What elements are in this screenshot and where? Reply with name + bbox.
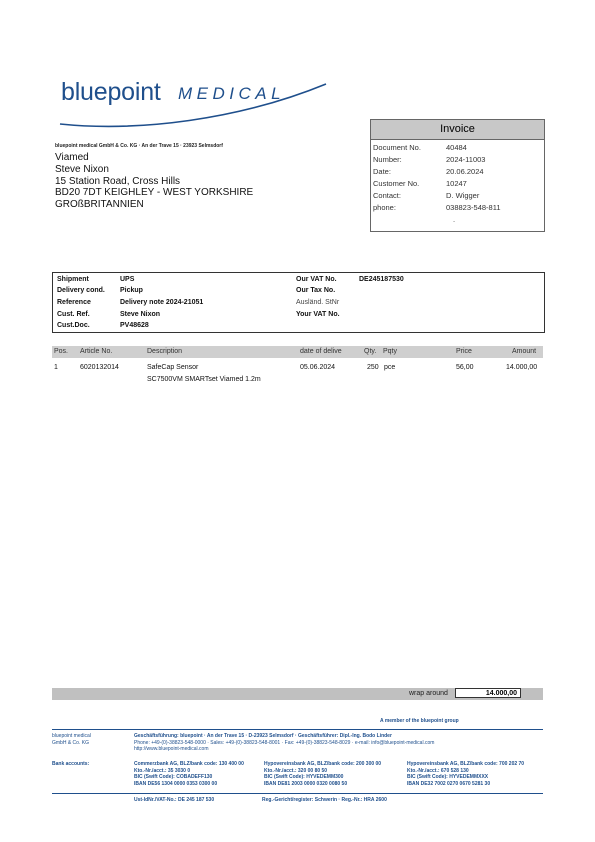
footer-bank-2 — [264, 761, 381, 787]
footer-rule-bottom — [52, 793, 543, 794]
shipment-label: Delivery cond. — [57, 287, 105, 294]
bank-line: Commerzbank AG, BLZ/bank code: 130 400 00 — [134, 761, 244, 767]
bank-line: Hypovereinsbank AG, BLZ/bank code: 200 300 00 — [264, 761, 382, 767]
invoice-value: 2024-11003 — [446, 155, 486, 164]
bank-line: Kto.-Nr./acct.: 320 00 80 50 — [264, 767, 328, 774]
shipment-box — [52, 272, 545, 333]
shipment-label: Cust.Doc. — [57, 322, 90, 329]
col-pos: Pos. — [54, 348, 69, 355]
shipment-label: Ausländ. StNr — [296, 299, 340, 306]
total-label: wrap around — [409, 690, 448, 697]
footer-bank-label: Bank accounts: — [52, 761, 90, 767]
shipment-value: Pickup — [120, 287, 143, 294]
shipment-value: Delivery note 2024-21051 — [120, 299, 204, 306]
bank-line: IBAN DE81 2003 0000 0320 0080 50 — [264, 780, 348, 787]
bank-line: IBAN DE56 1304 0000 0353 0300 00 — [134, 780, 218, 787]
recipient-line: GROßBRITANNIEN — [55, 199, 144, 211]
item-description-2: SC7500VM SMARTset Viamed 1.2m — [147, 376, 261, 383]
recipient-line: 15 Station Road, Cross Hills — [55, 175, 181, 187]
recipient-address — [55, 152, 253, 211]
items-table-header — [52, 346, 543, 358]
shipment-label: Your VAT No. — [296, 311, 340, 318]
item-date: 05.06.2024 — [300, 364, 336, 371]
invoice-label: Date: — [373, 167, 391, 176]
bank-line: Kto.-Nr./acct.: 670 528 130 — [407, 767, 469, 774]
item-price: 56,00 — [456, 364, 474, 371]
bank-line: Kto.-Nr./acct.: 35 3030 0 — [134, 767, 191, 774]
invoice-dot: . — [453, 215, 456, 224]
sender-line: bluepoint medical GmbH & Co. KG · An der Trave 15 · 23923 Selmsdorf — [55, 143, 223, 149]
invoice-label: Number: — [373, 155, 402, 164]
footer-contact — [134, 733, 434, 753]
recipient-line: Steve Nixon — [55, 163, 109, 175]
recipient-line: BD20 7DT KEIGHLEY - WEST YORKSHIRE — [55, 187, 254, 199]
col-qty: Qty. — [364, 348, 377, 355]
invoice-info-box — [370, 119, 545, 232]
invoice-title: Invoice — [371, 120, 544, 140]
item-amount: 14.000,00 — [506, 364, 538, 371]
invoice-value: 038823-548-811 — [446, 203, 501, 212]
item-article: 6020132014 — [80, 364, 119, 371]
invoice-label: Customer No. — [373, 179, 420, 188]
invoice-value: 10247 — [446, 179, 467, 188]
item-pos: 1 — [54, 364, 58, 371]
col-date: date of delive — [300, 348, 342, 355]
col-description: Description — [147, 348, 183, 355]
invoice-value: D. Wigger — [446, 191, 480, 200]
invoice-value: 20.06.2024 — [446, 167, 484, 176]
col-article: Article No. — [80, 348, 113, 355]
shipment-value: PV48628 — [120, 322, 149, 329]
footer-company — [52, 733, 91, 746]
total-value: 14.000,00 — [455, 688, 521, 698]
item-qty: 250 — [367, 364, 379, 371]
item-unit: pce — [384, 364, 396, 371]
shipment-label: Shipment — [57, 276, 89, 283]
col-price: Price — [456, 348, 472, 355]
bank-line: BIC (Swift Code): HYVEDEMM300 — [264, 774, 344, 780]
shipment-label: Cust. Ref. — [57, 311, 90, 318]
shipment-value: DE245187530 — [359, 276, 404, 283]
invoice-value: 40484 — [446, 143, 467, 152]
bank-line: BIC (Swift Code): HYVEDEMMXXX — [407, 774, 489, 780]
recipient-line: Viamed — [55, 152, 89, 163]
footer-vat: Ust-IdNr./VAT-No.: DE 245 187 530 — [134, 797, 215, 803]
footer-register: Reg.-Gericht/register: Schwerin · Reg.-Nr.: HRA 2600 — [262, 797, 387, 803]
col-unit: Pqty — [383, 348, 398, 355]
footer-company-line: bluepoint medical — [52, 733, 91, 739]
shipment-label: Reference — [57, 299, 91, 306]
shipment-value: Steve Nixon — [120, 311, 161, 318]
col-amount: Amount — [512, 348, 537, 355]
footer-website-link[interactable]: http://www.bluepoint-medical.com — [134, 746, 209, 752]
logo-medical: MEDICAL — [178, 84, 286, 103]
bank-line: IBAN DE32 7002 0270 0670 5281 30 — [407, 780, 491, 787]
shipment-label: Our VAT No. — [296, 276, 337, 283]
total-bar — [52, 688, 543, 700]
invoice-label: Contact: — [373, 191, 401, 200]
footer-management: Geschäftsführung: bluepoint · An der Trave 15 · D-23923 Selmsdorf · Geschäftsführer: Dipl.-Ing. Bodo Linder — [134, 733, 392, 739]
bank-line: Hypovereinsbank AG, BLZ/bank code: 700 202 70 — [407, 761, 525, 767]
company-logo — [58, 72, 328, 134]
footer-company-line: GmbH & Co. KG — [52, 739, 89, 746]
item-description: SafeCap Sensor — [147, 364, 199, 371]
footer-rule-top — [52, 729, 543, 730]
logo-wordmark: bluepoint — [61, 78, 161, 106]
footer-phone: Phone: +49-(0)-38823-548-0000 · Sales: +49-(0)-38823-548-8001 · Fax: +49-(0)-38823-548-8029 · e-mail: info@bluepoint-medical.com — [134, 739, 435, 746]
footer-bank-3 — [407, 761, 524, 787]
shipment-value: UPS — [120, 276, 135, 283]
bank-line: BIC (Swift Code): COBADEFF130 — [134, 774, 213, 780]
invoice-label: phone: — [373, 203, 396, 212]
invoice-label: Document No. — [373, 143, 421, 152]
group-membership: A member of the bluepoint group — [380, 718, 459, 724]
footer-bank-1 — [134, 761, 244, 787]
shipment-label: Our Tax No. — [296, 287, 336, 294]
